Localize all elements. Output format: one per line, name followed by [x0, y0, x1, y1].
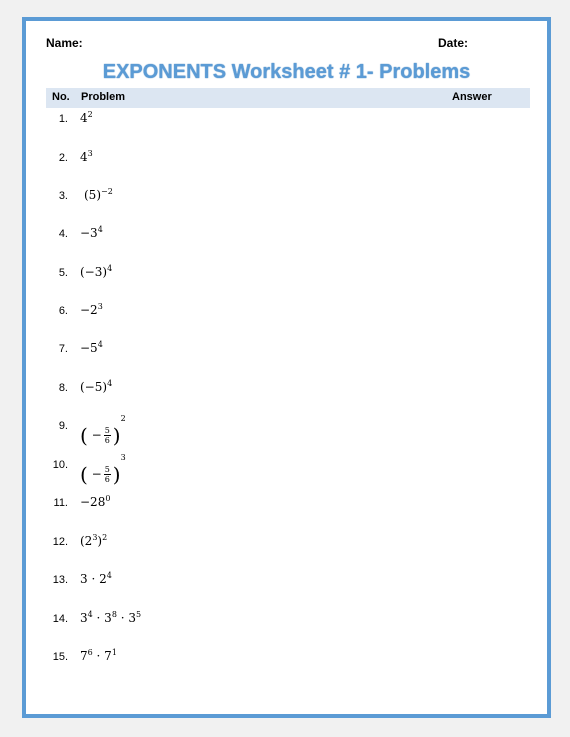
problem-number: 5. [58, 267, 68, 279]
problem-expression: $(-5)^4$ [80, 379, 113, 394]
problem-number: 1. [58, 113, 68, 125]
problem-number: 14. [52, 613, 68, 625]
problem-row [26, 414, 547, 450]
date-label: Date: [438, 36, 469, 50]
problem-number: 7. [58, 343, 68, 355]
problem-row [26, 379, 547, 412]
problem-number: 3. [58, 190, 68, 202]
problem-row [26, 453, 547, 489]
name-label: Name: [46, 36, 83, 50]
problem-row [26, 533, 547, 566]
problem-expression: $(5)^{-2}$ [84, 187, 113, 202]
problem-number: 12. [52, 536, 68, 548]
problem-row [26, 494, 547, 527]
problem-row [26, 302, 547, 335]
worksheet-title: EXPONENTS Worksheet # 1- Problems [102, 61, 471, 83]
problem-row [26, 610, 547, 643]
problem-expression: $7^6 \cdot 7^1$ [80, 648, 117, 663]
problem-row [26, 340, 547, 373]
problem-expression: $3 \cdot 2^4$ [80, 571, 112, 586]
problem-row [26, 187, 547, 220]
col-answer: Answer [452, 91, 492, 103]
problem-expression: $-2^3$ [80, 302, 103, 317]
problem-number: 15. [52, 651, 68, 663]
col-no: No. [52, 91, 70, 103]
col-problem: Problem [81, 91, 126, 103]
problem-number: 8. [58, 382, 68, 394]
problem-row [26, 648, 547, 681]
problem-expression: $4^3$ [80, 149, 93, 164]
problem-expression: $-5^4$ [80, 340, 103, 355]
problem-expression: $(2^3)^2$ [80, 533, 108, 548]
problem-number: 4. [58, 228, 68, 240]
problem-expression: $3^4 \cdot 3^8 \cdot 3^5$ [80, 610, 142, 625]
problem-row [26, 264, 547, 297]
problem-expression: ( − $\frac{5}{6}$ )$^3$ [80, 453, 126, 487]
problem-row [26, 225, 547, 258]
problem-row [26, 571, 547, 604]
problem-expression: $-3^4$ [80, 225, 103, 240]
problem-row [26, 149, 547, 182]
problem-row [26, 110, 547, 143]
problem-number: 9. [58, 420, 68, 432]
problem-number: 6. [58, 305, 68, 317]
problem-number: 2. [58, 152, 68, 164]
problem-expression: $-28^0$ [80, 494, 111, 509]
worksheet-page [22, 17, 551, 718]
problem-expression: ( − $\frac{5}{6}$ )$^2$ [80, 414, 126, 448]
problem-number: 11. [53, 497, 68, 509]
problem-expression: $(-3)^4$ [80, 264, 113, 279]
problem-number: 13. [52, 574, 68, 586]
column-header-bar [46, 88, 530, 108]
problem-number: 10. [52, 459, 68, 471]
problem-expression: $4^2$ [80, 110, 93, 125]
